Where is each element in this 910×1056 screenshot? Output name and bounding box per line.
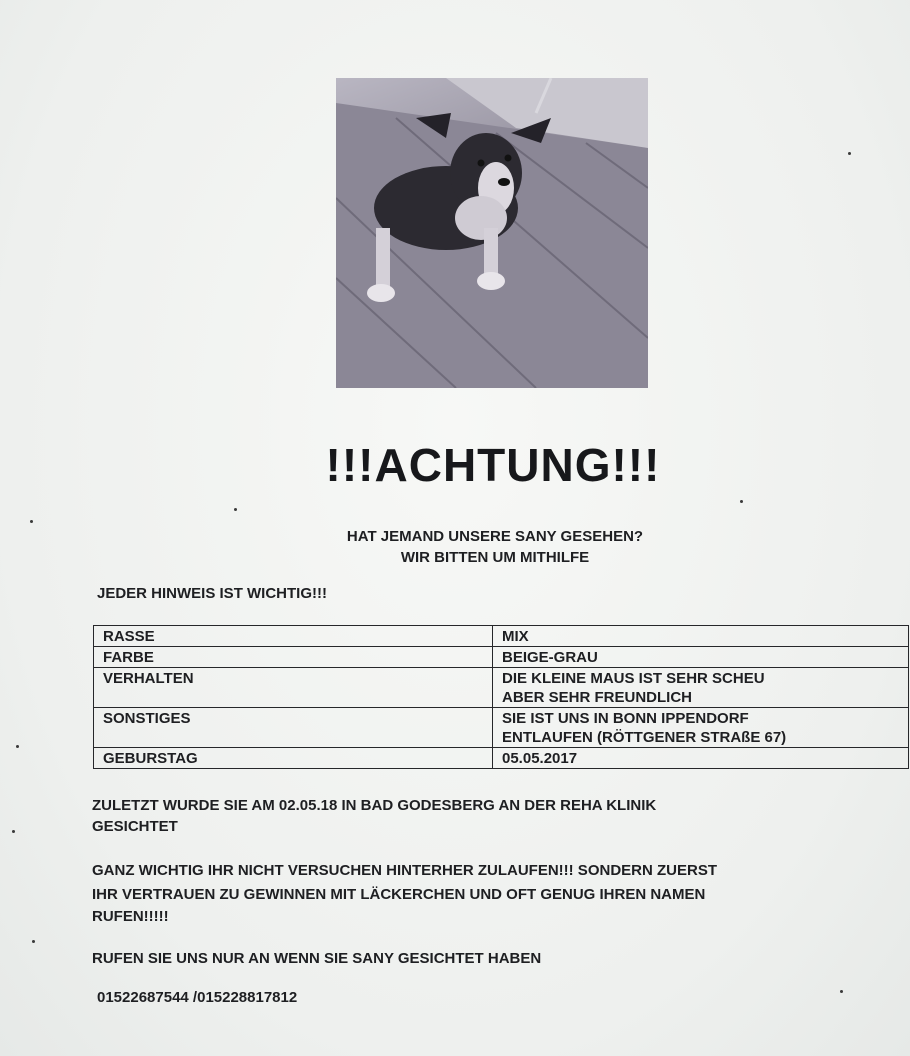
table-row bbox=[94, 626, 909, 647]
advice-line-1: GANZ WICHTIG IHR NICHT VERSUCHEN HINTERHER ZULAUFEN!!! SONDERN ZUERST bbox=[92, 862, 717, 879]
detail-value bbox=[493, 668, 909, 708]
subtitle-line-1: HAT JEMAND UNSERE SANY GESEHEN? bbox=[346, 528, 644, 545]
detail-value-line: DIE KLEINE MAUS IST SEHR SCHEU bbox=[502, 670, 765, 687]
detail-key: GEBURSTAG bbox=[94, 748, 493, 769]
detail-value bbox=[493, 748, 909, 769]
paper-speck bbox=[32, 940, 35, 943]
detail-value-line: MIX bbox=[502, 628, 529, 645]
paper-speck bbox=[234, 508, 237, 511]
hint-text: JEDER HINWEIS IST WICHTIG!!! bbox=[97, 585, 327, 602]
dog-illustration bbox=[336, 78, 648, 388]
detail-value bbox=[493, 647, 909, 668]
table-row bbox=[94, 668, 909, 708]
phone-numbers: 01522687544 /015228817812 bbox=[97, 989, 298, 1006]
subtitle-line-2: WIR BITTEN UM MITHILFE bbox=[400, 549, 590, 566]
detail-key: RASSE bbox=[94, 626, 493, 647]
detail-value-line: ABER SEHR FREUNDLICH bbox=[502, 689, 693, 706]
detail-value-line: BEIGE-GRAU bbox=[502, 649, 598, 666]
detail-value-line: ENTLAUFEN (RÖTTGENER STRAßE 67) bbox=[502, 729, 787, 746]
last-seen-line-2: GESICHTET bbox=[92, 818, 178, 835]
detail-value-line: SIE IST UNS IN BONN IPPENDORF bbox=[502, 710, 749, 727]
detail-value bbox=[493, 626, 909, 647]
flyer-title: !!!ACHTUNG!!! bbox=[325, 439, 661, 491]
paper-speck bbox=[848, 152, 851, 155]
paper-speck bbox=[16, 745, 19, 748]
paper-speck bbox=[740, 500, 743, 503]
table-row bbox=[94, 708, 909, 748]
paper-speck bbox=[840, 990, 843, 993]
table-row bbox=[94, 748, 909, 769]
dog-photo bbox=[336, 78, 648, 388]
advice-line-3: RUFEN!!!!! bbox=[92, 908, 169, 925]
detail-value bbox=[493, 708, 909, 748]
paper-speck bbox=[12, 830, 15, 833]
advice-line-2: IHR VERTRAUEN ZU GEWINNEN MIT LÄCKERCHEN UND OFT GENUG IHREN NAMEN bbox=[92, 886, 706, 903]
detail-key: FARBE bbox=[94, 647, 493, 668]
table-row bbox=[94, 647, 909, 668]
detail-key: VERHALTEN bbox=[94, 668, 493, 708]
detail-value-line: 05.05.2017 bbox=[502, 750, 578, 767]
call-note: RUFEN SIE UNS NUR AN WENN SIE SANY GESICHTET HABEN bbox=[92, 950, 542, 967]
paper-speck bbox=[30, 520, 33, 523]
last-seen-line-1: ZULETZT WURDE SIE AM 02.05.18 IN BAD GODESBERG AN DER REHA KLINIK bbox=[92, 797, 657, 814]
details-table bbox=[93, 625, 909, 769]
detail-key: SONSTIGES bbox=[94, 708, 493, 748]
